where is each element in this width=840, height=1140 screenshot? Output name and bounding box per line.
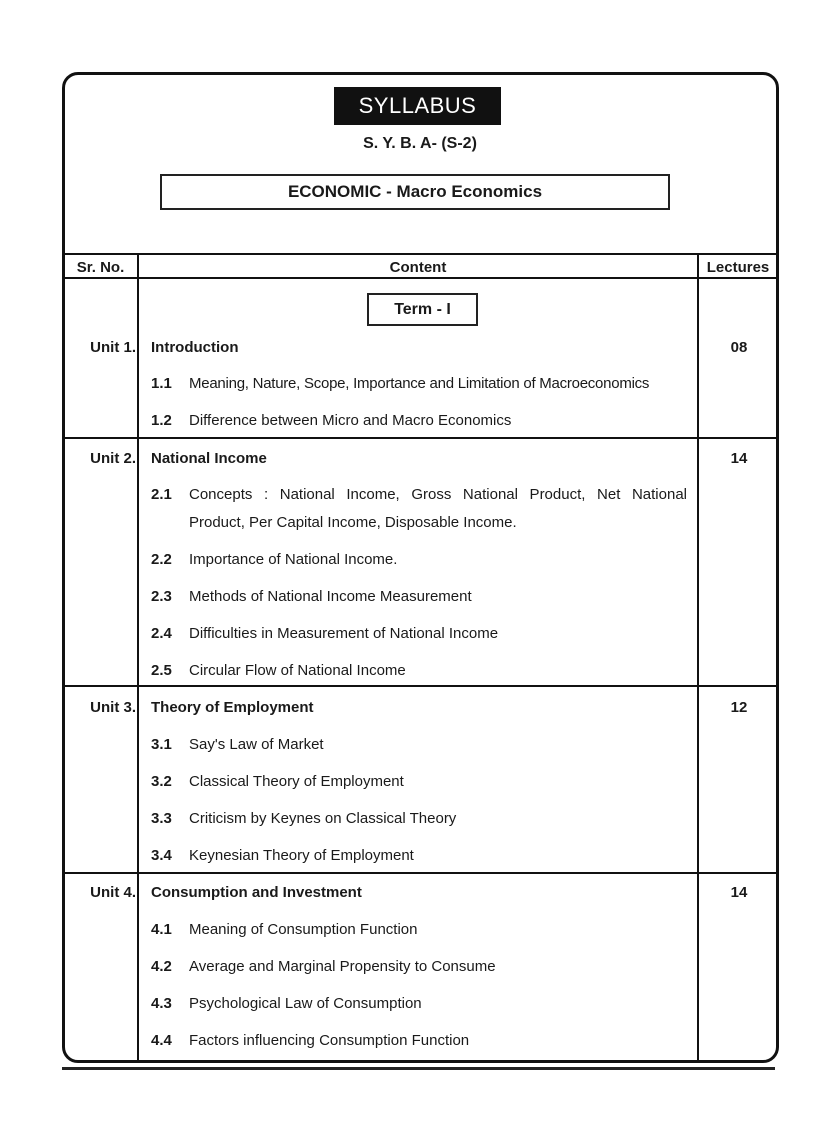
topic-number: 1.1 — [151, 375, 172, 392]
unit-label: Unit 4. — [90, 884, 136, 901]
topic-item — [151, 370, 697, 398]
lecture-count: 14 — [730, 884, 748, 901]
column-header-lectures: Lectures — [706, 258, 770, 276]
topic-item — [151, 990, 697, 1018]
topic-item — [151, 731, 697, 759]
topic-number: 2.4 — [151, 625, 172, 642]
topic-text: Meaning of Consumption Function — [189, 921, 418, 938]
unit-label: Unit 2. — [90, 450, 136, 467]
topic-number: 3.4 — [151, 847, 172, 864]
unit-label: Unit 1. — [90, 339, 136, 356]
topic-number: 4.1 — [151, 921, 172, 938]
topic-number: 4.2 — [151, 958, 172, 975]
topic-number: 4.3 — [151, 995, 172, 1012]
column-divider-2 — [697, 253, 699, 1061]
topic-item — [151, 620, 697, 648]
topic-item — [151, 583, 697, 611]
topic-item — [151, 1027, 697, 1055]
column-divider-1 — [137, 253, 139, 1061]
topic-number: 2.2 — [151, 551, 172, 568]
topic-text: Methods of National Income Measurement — [189, 588, 472, 605]
topic-text: Keynesian Theory of Employment — [189, 847, 414, 864]
topic-text: Average and Marginal Propensity to Consume — [189, 958, 496, 975]
lecture-count: 08 — [730, 339, 748, 356]
topic-text: Psychological Law of Consumption — [189, 995, 422, 1012]
term-label: Term - I — [367, 293, 478, 326]
topic-text: Circular Flow of National Income — [189, 662, 406, 679]
topic-number: 3.1 — [151, 736, 172, 753]
topic-number: 2.5 — [151, 662, 172, 679]
topic-number: 4.4 — [151, 1032, 172, 1049]
lecture-count: 14 — [730, 450, 748, 467]
syllabus-badge: SYLLABUS — [334, 87, 501, 125]
topic-item — [151, 481, 687, 537]
topic-text: Importance of National Income. — [189, 551, 398, 568]
topic-text: Difficulties in Measurement of National Income — [189, 625, 499, 642]
unit-2-bottom-border — [63, 685, 777, 687]
unit-label: Unit 3. — [90, 699, 136, 716]
subject-title: ECONOMIC - Macro Economics — [160, 174, 670, 210]
course-subtitle: S. Y. B. A- (S-2) — [363, 135, 477, 152]
topic-item — [151, 546, 697, 574]
unit-title: Theory of Employment — [151, 699, 314, 716]
column-header-content: Content — [389, 258, 447, 276]
topic-text: Factors influencing Consumption Function — [189, 1032, 470, 1049]
topic-item — [151, 842, 697, 870]
column-header-sr-no: Sr. No. — [76, 258, 125, 276]
topic-number: 3.2 — [151, 773, 172, 790]
lecture-count: 12 — [730, 699, 748, 716]
topic-number: 3.3 — [151, 810, 172, 827]
topic-text: Criticism by Keynes on Classical Theory — [189, 810, 457, 827]
topic-item — [151, 953, 697, 981]
unit-title: National Income — [151, 450, 267, 467]
topic-text: Concepts : National Income, Gross National Product, Net National Product, Per Capital Income, Disposable Income. — [189, 486, 687, 531]
topic-text: Difference between Micro and Macro Economics — [189, 412, 512, 429]
topic-number: 2.3 — [151, 588, 172, 605]
topic-number: 2.1 — [151, 486, 172, 503]
topic-item — [151, 657, 697, 685]
unit-3-bottom-border — [63, 872, 777, 874]
topic-item — [151, 916, 697, 944]
topic-item — [151, 407, 697, 435]
table-top-border — [63, 253, 777, 255]
unit-title: Introduction — [151, 339, 239, 356]
footer-rule — [62, 1067, 775, 1070]
unit-title: Consumption and Investment — [151, 884, 362, 901]
topic-item — [151, 768, 697, 796]
topic-number: 1.2 — [151, 412, 172, 429]
topic-text: Meaning, Nature, Scope, Importance and Limitation of Macroeconomics — [189, 375, 650, 392]
unit-1-bottom-border — [63, 437, 777, 439]
topic-text: Say's Law of Market — [189, 736, 324, 753]
topic-text: Classical Theory of Employment — [189, 773, 404, 790]
topic-item — [151, 805, 697, 833]
